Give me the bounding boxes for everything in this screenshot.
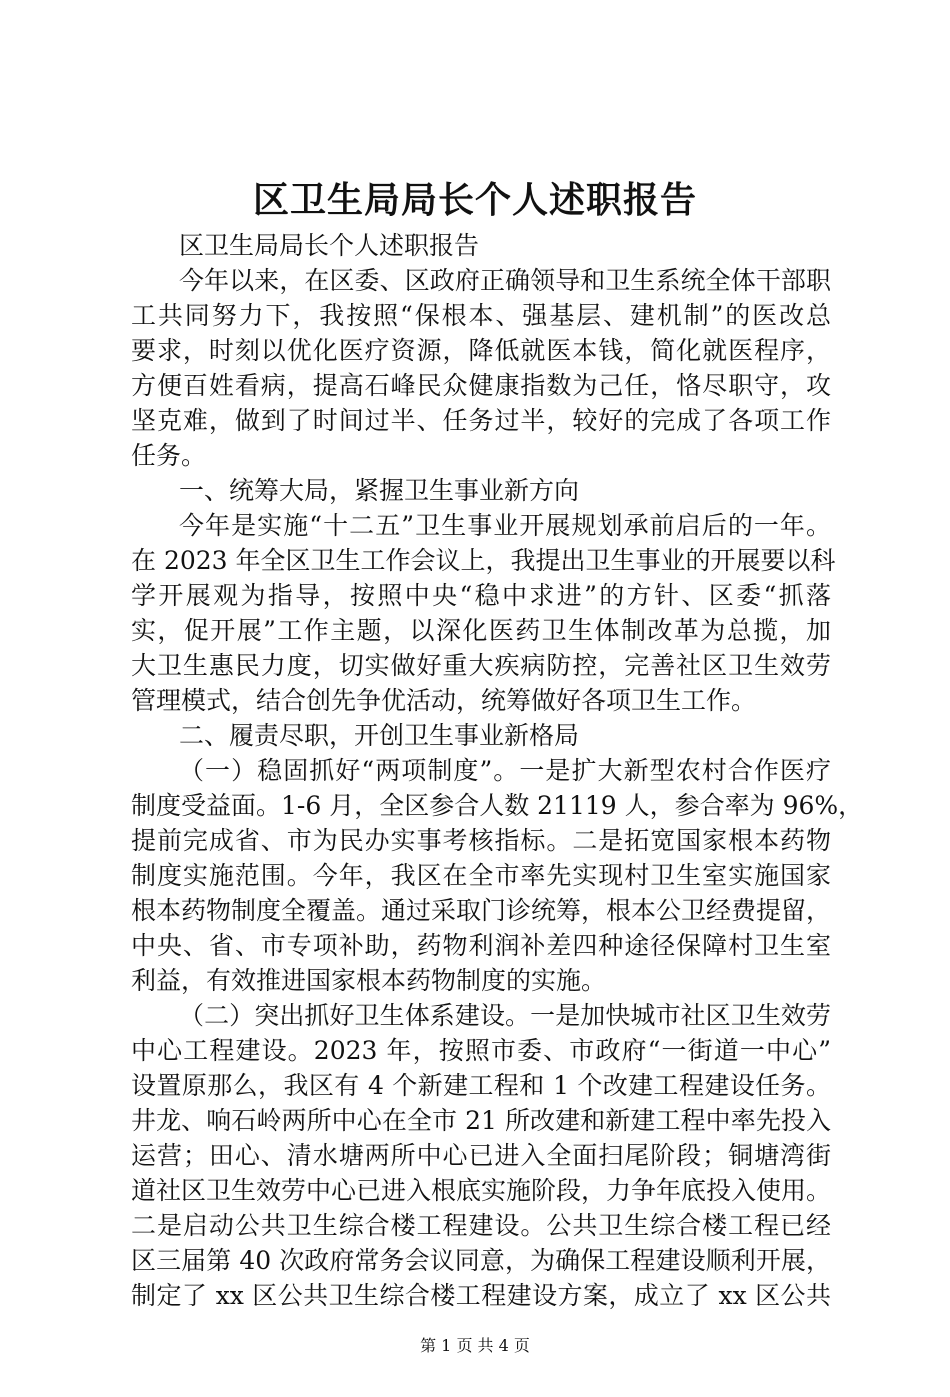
- text-line: 任务。: [131, 441, 207, 470]
- text-line: 管理模式，结合创先争优活动，统筹做好各项卫生工作。: [131, 686, 757, 715]
- text-line: 中心工程建设。2023 年，按照市委、市政府“一街道一中心”: [131, 1036, 831, 1065]
- paragraph: [131, 508, 836, 718]
- text-line: 制度实施范围。今年，我区在全市率先实现村卫生室实施国家: [131, 861, 831, 890]
- text-line: 制定了 xx 区公共卫生综合楼工程建设方案，成立了 xx 区公共: [131, 1281, 831, 1310]
- paragraph: [131, 473, 831, 508]
- paragraph: [131, 718, 831, 753]
- text-line: 区卫生局局长个人述职报告: [179, 231, 480, 260]
- document-title: 区卫生局局长个人述职报告: [252, 179, 697, 221]
- text-line: 二是启动公共卫生综合楼工程建设。公共卫生综合楼工程已经: [131, 1211, 831, 1240]
- text-line: 井龙、响石岭两所中心在全市 21 所改建和新建工程中率先投入: [131, 1106, 831, 1135]
- text-line: 利益，有效推进国家根本药物制度的实施。: [131, 966, 607, 995]
- text-line: 实，促开展”工作主题，以深化医药卫生体制改革为总揽，加: [131, 616, 831, 645]
- paragraph: [131, 753, 864, 998]
- text-line: 学开展观为指导，按照中央“稳中求进”的方针、区委“抓落: [131, 581, 831, 610]
- text-line: 大卫生惠民力度，切实做好重大疾病防控，完善社区卫生效劳: [131, 651, 831, 680]
- text-line: 工共同努力下，我按照“保根本、强基层、建机制”的医改总: [131, 301, 831, 330]
- text-line: 今年是实施“十二五”卫生事业开展规划承前启后的一年。: [179, 511, 831, 540]
- text-line: 运营；田心、清水塘两所中心已进入全面扫尾阶段；铜塘湾街: [131, 1141, 831, 1170]
- text-line: 今年以来，在区委、区政府正确领导和卫生系统全体干部职: [179, 266, 831, 295]
- text-line: 道社区卫生效劳中心已进入根底实施阶段，力争年底投入使用。: [131, 1176, 832, 1205]
- text-line: （一）稳固抓好“两项制度”。一是扩大新型农村合作医疗: [179, 756, 831, 785]
- text-line: 提前完成省、市为民办实事考核指标。二是拓宽国家根本药物: [131, 826, 831, 855]
- text-line: 要求，时刻以优化医疗资源，降低就医本钱，简化就医程序，: [131, 336, 831, 365]
- text-line: 一、统筹大局，紧握卫生事业新方向: [179, 476, 580, 505]
- text-line: 根本药物制度全覆盖。通过采取门诊统筹，根本公卫经费提留，: [131, 896, 832, 925]
- text-line: 二、履责尽职，开创卫生事业新格局: [179, 721, 580, 750]
- text-line: 中央、省、市专项补助，药物利润补差四种途径保障村卫生室: [131, 931, 831, 960]
- document-body: [131, 228, 864, 1313]
- paragraph: [131, 228, 831, 263]
- paragraph: [131, 998, 831, 1313]
- paragraph: [131, 263, 831, 473]
- page-footer: 第 1 页 共 4 页: [420, 1336, 530, 1355]
- text-line: 制度受益面。1-6 月，全区参合人数 21119 人，参合率为 96%，: [131, 791, 864, 820]
- text-line: 在 2023 年全区卫生工作会议上，我提出卫生事业的开展要以科: [131, 546, 836, 575]
- text-line: 设置原那么，我区有 4 个新建工程和 1 个改建工程建设任务。: [131, 1071, 831, 1100]
- text-line: 区三届第 40 次政府常务会议同意，为确保工程建设顺利开展，: [131, 1246, 831, 1275]
- text-line: 方便百姓看病，提高石峰民众健康指数为己任，恪尽职守，攻: [131, 371, 831, 400]
- text-line: 坚克难，做到了时间过半、任务过半，较好的完成了各项工作: [131, 406, 831, 435]
- text-line: （二）突出抓好卫生体系建设。一是加快城市社区卫生效劳: [179, 1001, 831, 1030]
